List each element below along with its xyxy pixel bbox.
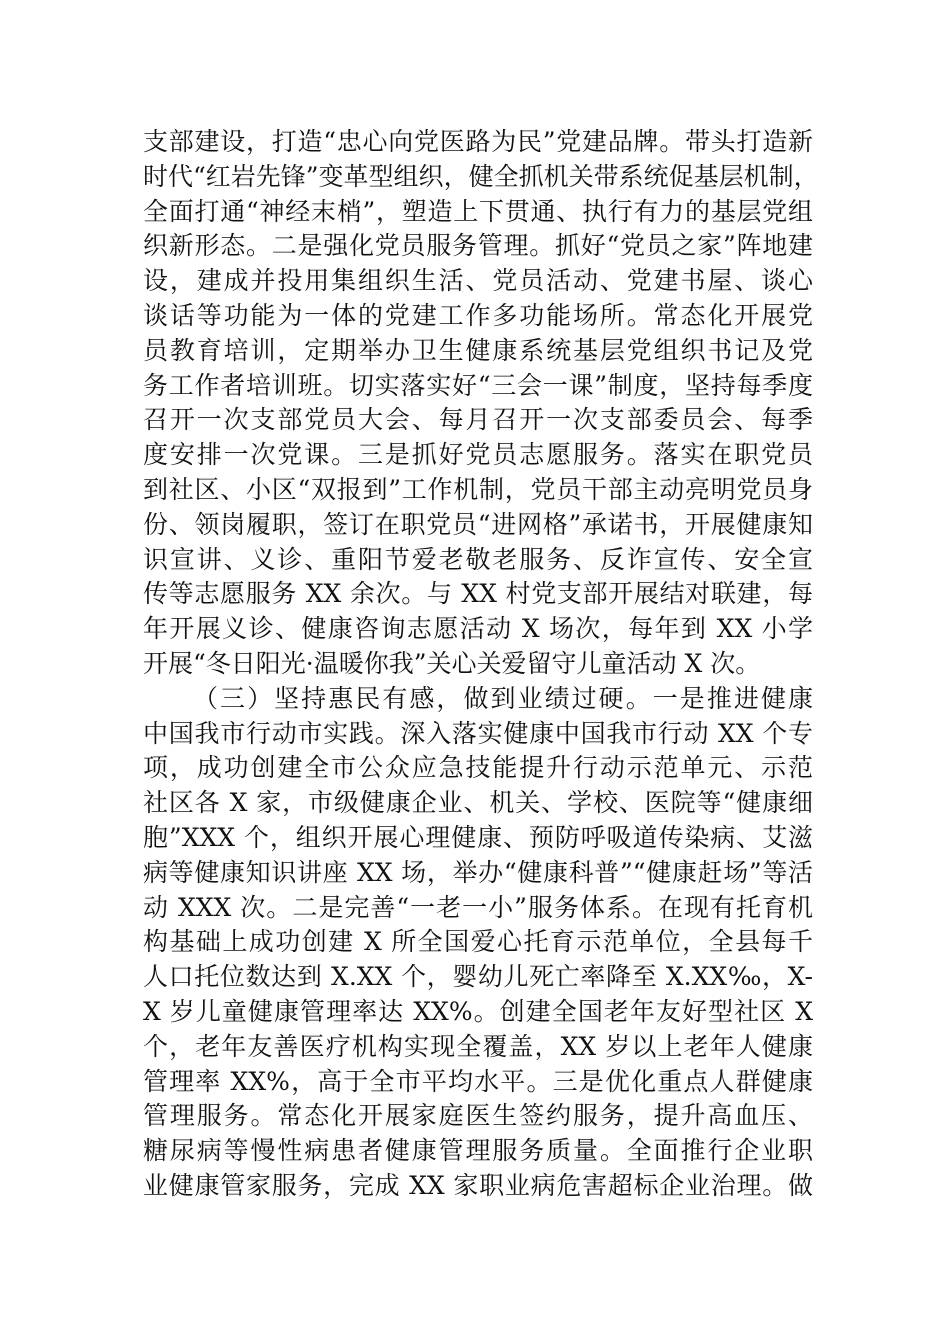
text-line: 召开一次支部党员大会、每月召开一次支部委员会、每季 [143, 405, 813, 435]
text-line: 人口托位数达到 X.XX 个，婴幼儿死亡率降至 X.XX‰，X- [143, 962, 813, 992]
text-line: 到社区、小区“双报到”工作机制，党员干部主动亮明党员身 [143, 474, 813, 504]
text-line: 糖尿病等慢性病患者健康管理服务质量。全面推行企业职 [143, 1136, 813, 1166]
text-line: 胞”XXX 个，组织开展心理健康、预防呼吸道传染病、艾滋 [143, 822, 813, 852]
text-line: 病等健康知识讲座 XX 场，举办“健康科普”“健康赶场”等活 [143, 857, 813, 887]
text-line: 员教育培训，定期举办卫生健康系统基层党组织书记及党 [143, 335, 813, 365]
text-line: 设，建成并投用集组织生活、党员活动、党建书屋、谈心 [143, 266, 813, 296]
text-line: 个，老年友善医疗机构实现全覆盖，XX 岁以上老年人健康 [143, 1031, 813, 1061]
text-line: 支部建设，打造“忠心向党医路为民”党建品牌。带头打造新 [143, 127, 813, 156]
text-line: 全面打通“神经末梢”，塑造上下贯通、执行有力的基层党组 [143, 196, 813, 226]
text-line: 中国我市行动市实践。深入落实健康中国我市行动 XX 个专 [143, 718, 813, 748]
text-line: 项，成功创建全市公众应急技能提升行动示范单元、示范 [143, 753, 813, 783]
section-heading-line: （三）坚持惠民有感，做到业绩过硬。一是推进健康 [193, 683, 813, 713]
text-line: 业健康管家服务，完成 XX 家职业病危害超标企业治理。做 [143, 1170, 813, 1200]
text-line: 传等志愿服务 XX 余次。与 XX 村党支部开展结对联建，每 [143, 579, 813, 609]
text-line: 管理率 XX%，高于全市平均水平。三是优化重点人群健康 [143, 1066, 813, 1096]
text-line: 社区各 X 家，市级健康企业、机关、学校、医院等“健康细 [143, 788, 813, 818]
body-text [143, 125, 819, 1204]
text-line: 份、领岗履职，签订在职党员“进网格”承诺书，开展健康知 [143, 509, 813, 539]
text-line: 务工作者培训班。切实落实好“三会一课”制度，坚持每季度 [143, 370, 813, 400]
text-line: 谈话等功能为一体的党建工作多功能场所。常态化开展党 [143, 300, 813, 330]
text-line: 织新形态。二是强化党员服务管理。抓好“党员之家”阵地建 [143, 231, 813, 261]
text-line: 管理服务。常态化开展家庭医生签约服务，提升高血压、 [143, 1101, 813, 1131]
text-line: 识宣讲、义诊、重阳节爱老敬老服务、反诈宣传、安全宣 [143, 544, 813, 574]
text-line: X 岁儿童健康管理率达 XX%。创建全国老年友好型社区 X [143, 996, 813, 1026]
text-line: 度安排一次党课。三是抓好党员志愿服务。落实在职党员 [143, 440, 813, 470]
text-line: 动 XXX 次。二是完善“一老一小”服务体系。在现有托育机 [143, 892, 813, 922]
text-line: 年开展义诊、健康咨询志愿活动 X 场次，每年到 XX 小学 [143, 614, 813, 644]
paragraph-end-line: 开展“冬日阳光·温暖你我”关心关爱留守儿童活动 X 次。 [143, 648, 761, 678]
text-line: 时代“红岩先锋”变革型组织，健全抓机关带系统促基层机制， [143, 161, 819, 191]
text-line: 构基础上成功创建 X 所全国爱心托育示范单位，全县每千 [143, 927, 813, 957]
